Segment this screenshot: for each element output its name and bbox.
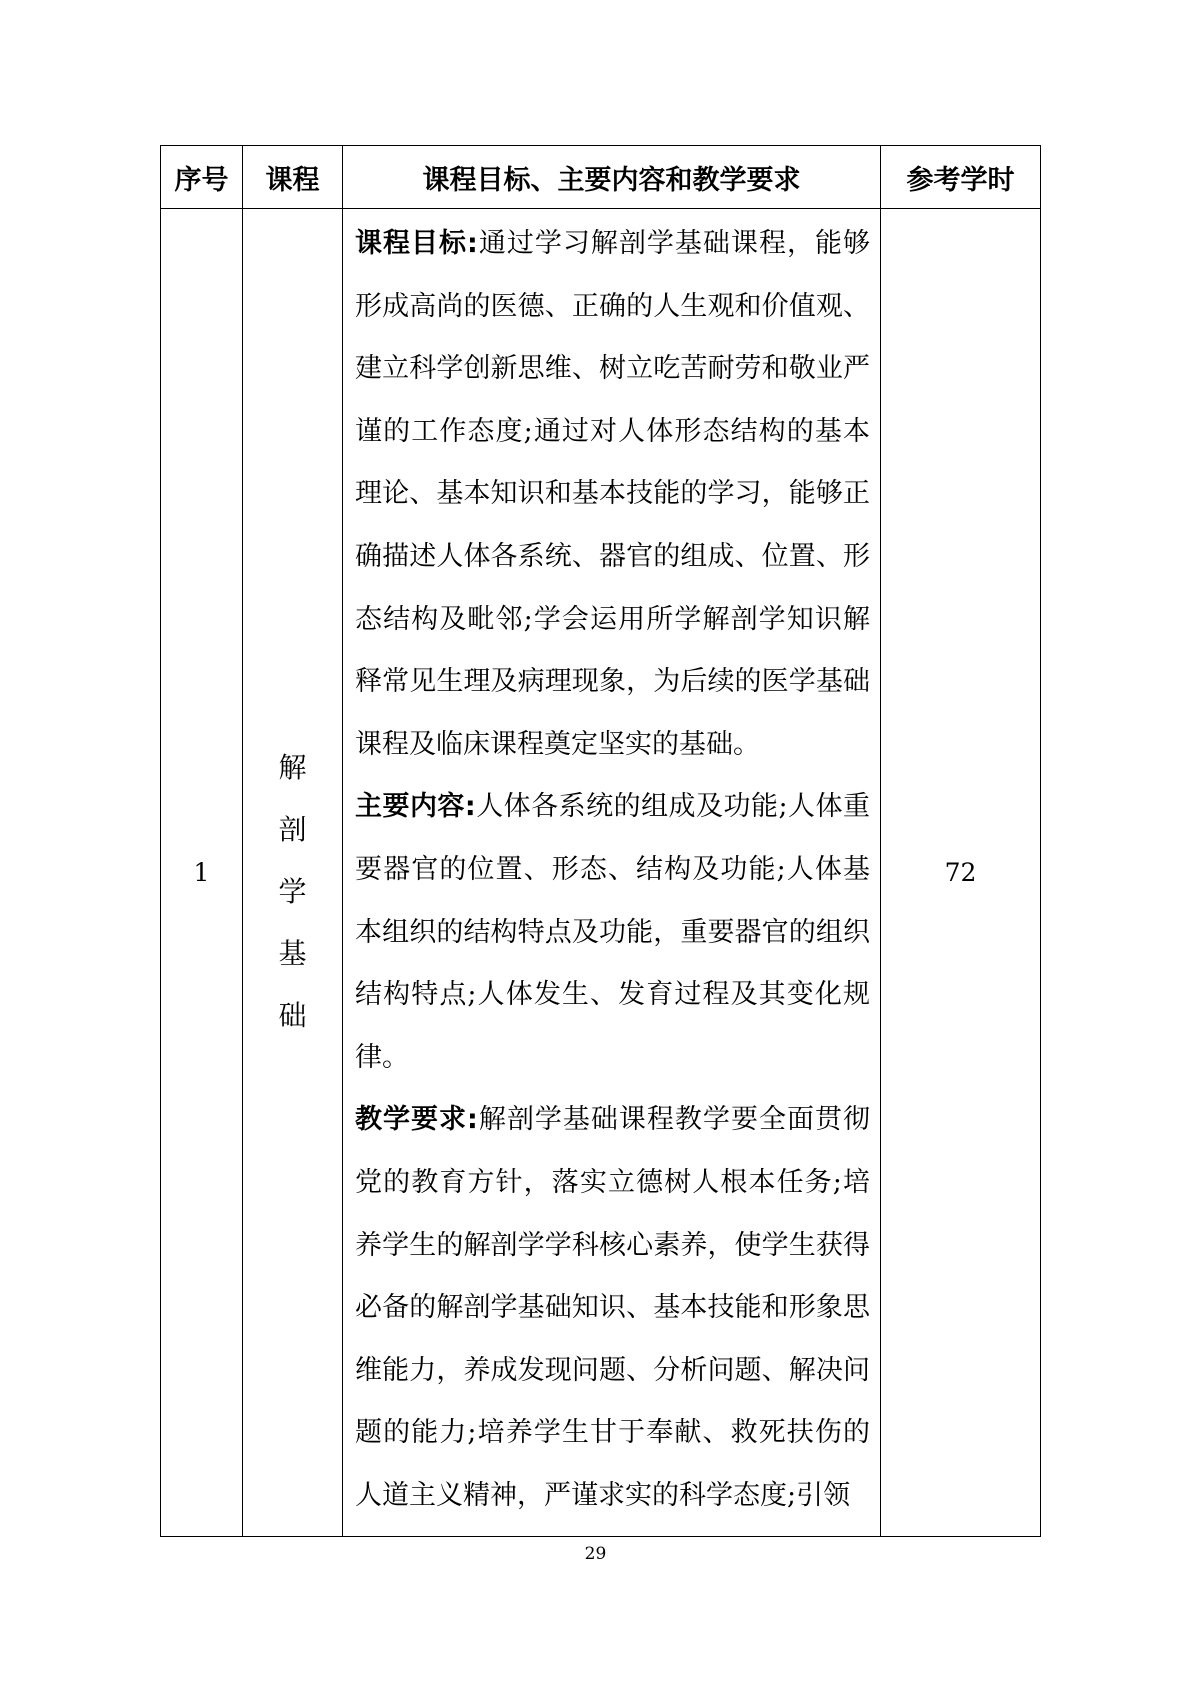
row-hours: 72 [881,209,1041,1537]
row-course [243,209,343,1537]
header-course: 课程 [243,146,343,209]
requirement-label: 教学要求: [355,1104,478,1136]
course-char: 学 [278,874,307,908]
content-text [355,213,870,1530]
content-body-text: 人体各系统的组成及功能;人体重要器官的位置、形态、结构及功能;人体基本组织的结构特点及功能，重要器官的组织结构特点;人体发生、发育过程及其变化规律。 [355,791,870,1073]
objective-text: 通过学习解剖学基础课程，能够形成高尚的医德、正确的人生观和价值观、建立科学创新思维、树立吃苦耐劳和敬业严谨的工作态度;通过对人体形态结构的基本理论、基本知识和基本技能的学习，能够正确描述人体各系统、器官的组成、位置、形态结构及毗邻;学会运用所学解剖学知识解释常见生理及病理现象，为后续的医学基础课程及临床课程奠定坚实的基础。 [355,228,870,760]
content-label: 主要内容: [355,791,476,823]
page-number: 29 [584,1544,607,1564]
header-seq: 序号 [161,146,243,209]
requirement-paragraph [355,1089,870,1527]
objective-label: 课程目标: [355,228,478,259]
content-paragraph [355,776,870,1089]
course-char: 础 [278,998,307,1032]
table-header-row [161,146,1041,209]
header-content: 课程目标、主要内容和教学要求 [343,146,881,209]
row-seq: 1 [161,209,243,1537]
row-content [343,209,881,1537]
table-row [161,209,1041,1537]
course-char: 剖 [278,812,307,846]
course-char: 解 [278,750,307,784]
course-char: 基 [278,936,307,970]
requirement-text: 解剖学基础课程教学要全面贯彻党的教育方针，落实立德树人根本任务;培养学生的解剖学学科核心素养，使学生获得必备的解剖学基础知识、基本技能和形象思维能力，养成发现问题、分析问题、解决问题的能力;培养学生甘于奉献、救死扶伤的人道主义精神，严谨求实的科学态度;引领 [355,1104,870,1511]
course-table [160,145,1041,1537]
header-hours: 参考学时 [881,146,1041,209]
objective-paragraph [355,213,870,776]
course-name-vertical [243,699,342,1047]
